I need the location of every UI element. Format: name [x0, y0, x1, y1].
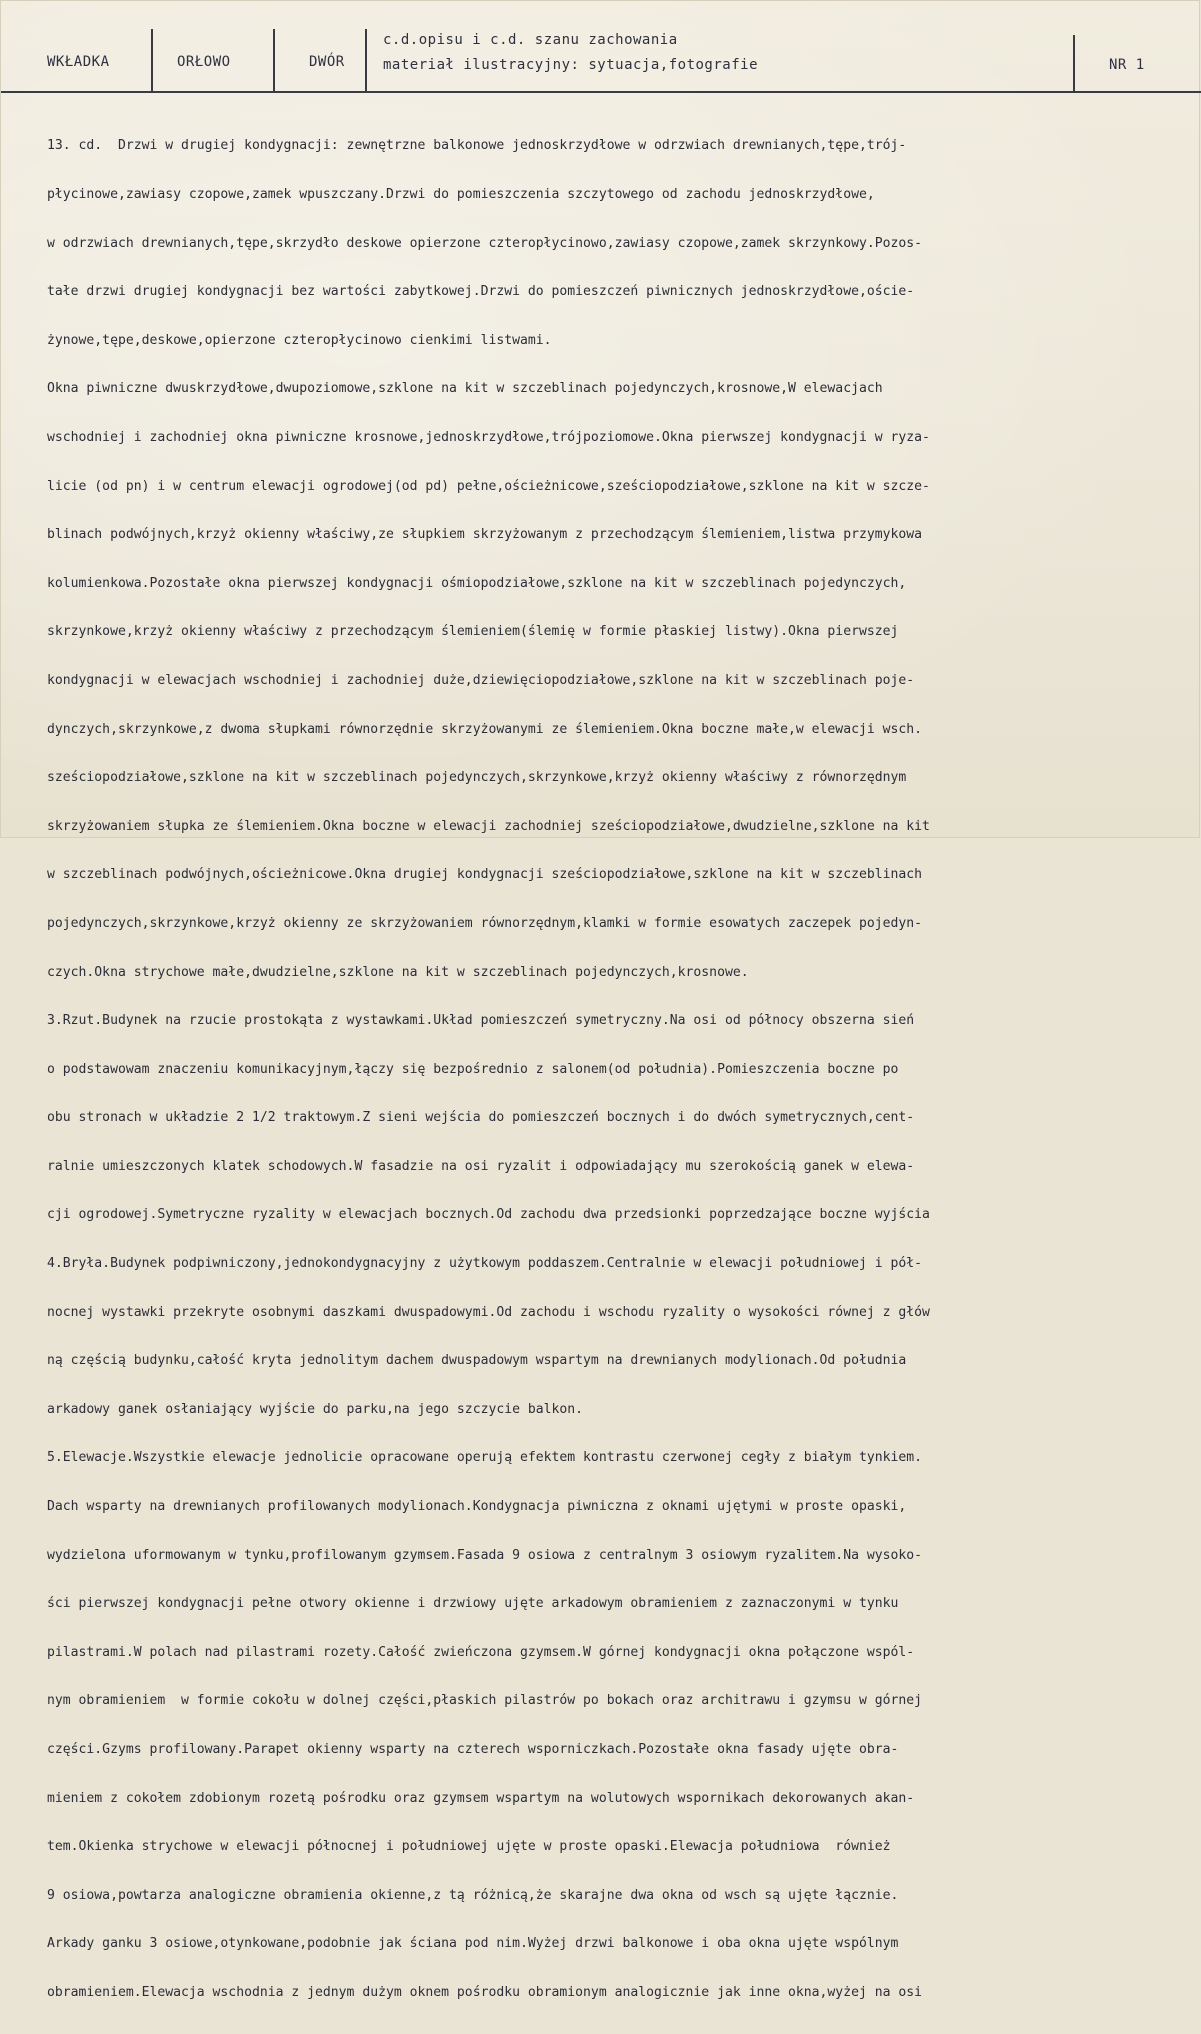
text-line: blinach podwójnych,krzyż okienny właściwy,ze słupkiem skrzyżowanym z przechodzącym ślemieniem,listwa przymykowa	[47, 527, 923, 543]
header-divider	[365, 29, 367, 91]
subject-line-1: c.d.opisu i c.d. szanu zachowania	[383, 32, 678, 48]
text-line: obramieniem.Elewacja wschodnia z jednym dużym oknem pośrodku obramionym analogicznie jak inne okna,wyżej na osi	[47, 1984, 923, 2000]
text-line: ralnie umieszczonych klatek schodowych.W fasadzie na osi ryzalit i odpowiadający mu szerokością ganek w elewa-	[47, 1158, 915, 1174]
text-line: wschodniej i zachodniej okna piwniczne krosnowe,jednoskrzydłowe,trójpoziomowe.Okna pierwszej kondygnacji w ryza-	[47, 429, 930, 445]
text-line: tałe drzwi drugiej kondygnacji bez wartości zabytkowej.Drzwi do pomieszczeń piwnicznych jednoskrzydłowe,oście-	[47, 284, 915, 300]
typed-description	[47, 106, 1177, 2034]
object-label: DWÓR	[309, 54, 345, 70]
text-line: 3.Rzut.Budynek na rzucie prostokąta z wystawkami.Układ pomieszczeń symetryczny.Na osi od północy obszerna sień	[47, 1013, 915, 1029]
text-line: Dach wsparty na drewnianych profilowanych modylionach.Kondygnacja piwniczna z oknami ujętymi w proste opaski,	[47, 1499, 907, 1515]
header-rule	[1, 91, 1201, 93]
text-line: Arkady ganku 3 osiowe,otynkowane,podobnie jak ściana pod nim.Wyżej drzwi balkonowe i oba okna ujęte wspólnym	[47, 1936, 899, 1952]
text-line: Okna piwniczne dwuskrzydłowe,dwupoziomowe,szklone na kit w szczeblinach pojedynczych,krosnowe,W elewacjach	[47, 381, 883, 397]
text-line: wydzielona uformowanym w tynku,profilowanym gzymsem.Fasada 9 osiowa z centralnym 3 osiowym ryzalitem.Na wysoko-	[47, 1547, 923, 1563]
text-line: 4.Bryła.Budynek podpiwniczony,jednokondygnacyjny z użytkowym poddaszem.Centralnie w elewacji południowej i pół-	[47, 1256, 923, 1272]
text-line: skrzyżowaniem słupka ze ślemieniem.Okna boczne w elewacji zachodniej sześciopodziałowe,dwudzielne,szklone na kit	[47, 818, 930, 834]
text-line: części.Gzyms profilowany.Parapet okienny wsparty na czterech wsporniczkach.Pozostałe okna fasady ujęte obra-	[47, 1742, 899, 1757]
text-line: w szczeblinach podwójnych,ościeżnicowe.Okna drugiej kondygnacji sześciopodziałowe,szklone na kit w szczeblinach	[47, 867, 923, 883]
text-line: w odrzwiach drewnianych,tępe,skrzydło deskowe opierzone czteropłycinowo,zawiasy czopowe,zamek skrzynkowy.Pozos-	[47, 235, 923, 251]
text-line: o podstawowam znaczeniu komunikacyjnym,łączy się bezpośrednio z salonem(od południa).Pomieszczenia boczne po	[47, 1061, 899, 1077]
text-line: ną częścią budynku,całość kryta jednolitym dachem dwuspadowym wspartym na drewnianych modylionach.Od południa	[47, 1353, 907, 1369]
text-line: nocnej wystawki przekryte osobnymi daszkami dwuspadowymi.Od zachodu i wschodu ryzality o wysokości równej z głów	[47, 1304, 930, 1320]
text-line: kolumienkowa.Pozostałe okna pierwszej kondygnacji ośmiopodziałowe,szklone na kit w szczeblinach pojedynczych,	[47, 575, 907, 591]
text-line: 9 osiowa,powtarza analogiczne obramienia okienne,z tą różnicą,że skarajne dwa okna od wsch są ujęte łącznie.	[47, 1887, 899, 1903]
text-line: nym obramieniem w formie cokołu w dolnej części,płaskich pilastrów po bokach oraz architrawu i gzymsu w górnej	[47, 1693, 923, 1709]
header-divider	[151, 29, 153, 91]
text-line: żynowe,tępe,deskowe,opierzone czteropłycinowo cienkimi listwami.	[47, 332, 552, 348]
text-line: pilastrami.W polach nad pilastrami rozety.Całość zwieńczona gzymsem.W górnej kondygnacji okna połączone wspól-	[47, 1644, 915, 1660]
text-line: pojedynczych,skrzynkowe,krzyż okienny ze skrzyżowaniem równorzędnym,klamki w formie esowatych zaczepek pojedyn-	[47, 915, 923, 931]
text-line: licie (od pn) i w centrum elewacji ogrodowej(od pd) pełne,ościeżnicowe,sześciopodziałowe,szklone na kit w szcze-	[47, 478, 930, 494]
text-line: tem.Okienka strychowe w elewacji północnej i południowej ujęte w proste opaski.Elewacja południowa również	[47, 1839, 891, 1855]
card-number: NR 1	[1109, 57, 1145, 73]
text-line: ści pierwszej kondygnacji pełne otwory okienne i drzwiowy ujęte arkadowym obramieniem z zaznaczonymi w tynku	[47, 1596, 899, 1612]
text-line: 5.Elewacje.Wszystkie elewacje jednolicie opracowane operują efektem kontrastu czerwonej cegły z białym tynkiem.	[47, 1450, 923, 1466]
header-divider	[273, 29, 275, 91]
text-line: dynczych,skrzynkowe,z dwoma słupkami równorzędnie skrzyżowanymi ze ślemieniem.Okna boczne małe,w elewacji wsch.	[47, 721, 923, 737]
text-line: cji ogrodowej.Symetryczne ryzality w elewacjach bocznych.Od zachodu dwa przedsionki poprzedzające boczne wyjścia	[47, 1207, 930, 1223]
text-line: arkadowy ganek osłaniający wyjście do parku,na jego szczycie balkon.	[47, 1401, 584, 1417]
text-line: 13. cd. Drzwi w drugiej kondygnacji: zewnętrzne balkonowe jednoskrzydłowe w odrzwiach drewnianych,tępe,trój-	[47, 138, 907, 154]
text-line: płycinowe,zawiasy czopowe,zamek wpuszczany.Drzwi do pomieszczenia szczytowego od zachodu jednoskrzydłowe,	[47, 187, 875, 202]
text-line: skrzynkowe,krzyż okienny właściwy z przechodzącym ślemieniem(ślemię w formie płaskiej listwy).Okna pierwszej	[47, 624, 899, 640]
subject-line-2: materiał ilustracyjny: sytuacja,fotografie	[383, 57, 759, 73]
text-line: obu stronach w układzie 2 1/2 traktowym.Z sieni wejścia do pomieszczeń bocznych i do dwóch symetrycznych,cent-	[47, 1110, 915, 1126]
text-line: kondygnacji w elewacjach wschodniej i zachodniej duże,dziewięciopodziałowe,szklone na kit w szczeblinach poje-	[47, 672, 915, 688]
text-line: czych.Okna strychowe małe,dwudzielne,szklone na kit w szczeblinach pojedynczych,krosnowe.	[47, 964, 749, 980]
card-header	[1, 1, 1201, 93]
header-divider	[1073, 35, 1075, 93]
section-label: WKŁADKA	[47, 54, 110, 70]
text-line: sześciopodziałowe,szklone na kit w szczeblinach pojedynczych,skrzynkowe,krzyż okienny właściwy z równorzędnym	[47, 770, 907, 786]
text-line: mieniem z cokołem zdobionym rozetą pośrodku oraz gzymsem wspartym na wolutowych wspornikach dekorowanych akan-	[47, 1790, 915, 1806]
place-label: ORŁOWO	[177, 54, 231, 70]
